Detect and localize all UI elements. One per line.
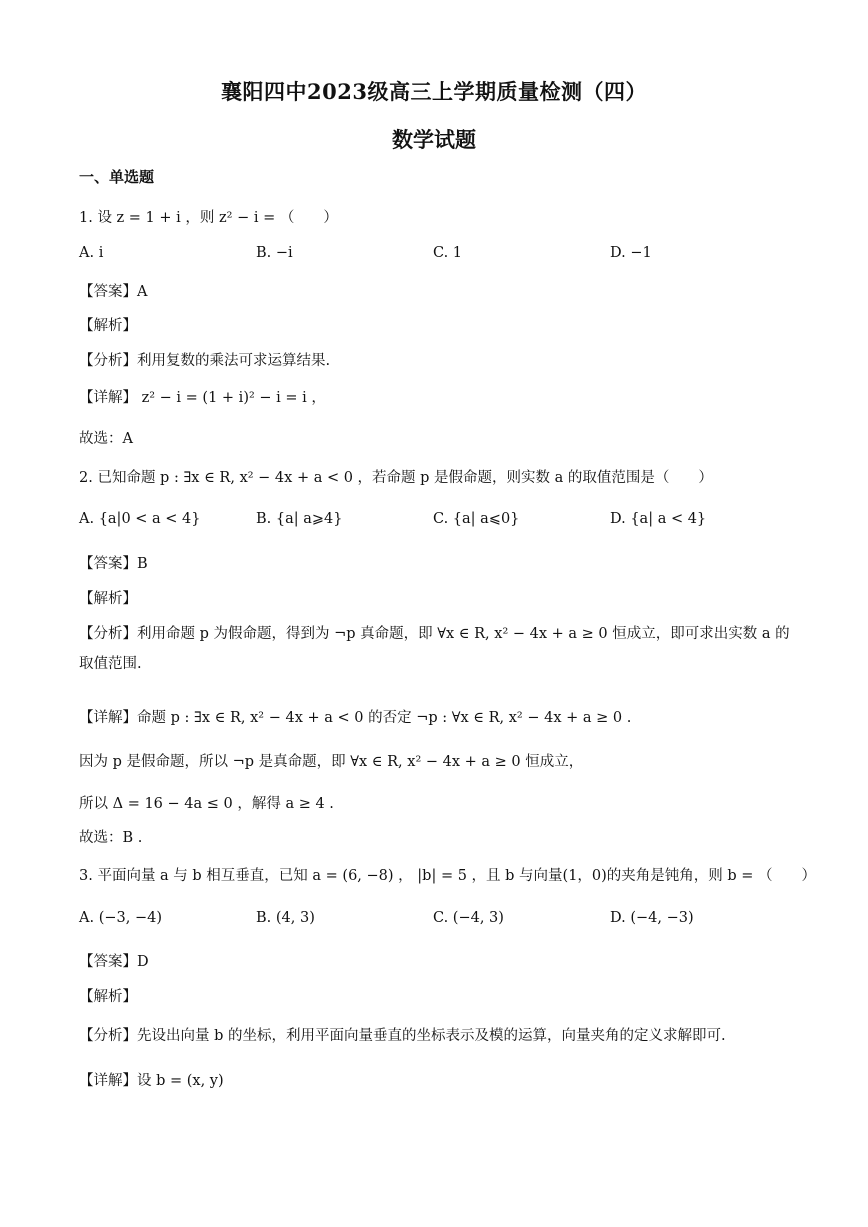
q1-option-b: B. −i (256, 245, 293, 261)
q3-jiexi: 【解析】 (79, 989, 137, 1005)
q2-xiangjie: 【详解】命题 p : ∃x ∈ R, x² − 4x + a < 0 的否定 ¬p : ∀x ∈ R, x² − 4x + a ≥ 0 . (79, 710, 632, 726)
q1-guxuan: 故选：A (79, 431, 133, 447)
q1-option-c: C. 1 (433, 245, 463, 261)
q2-option-a: A. {a|0 < a < 4} (79, 511, 201, 527)
q2-line2: 因为 p 是假命题，所以 ¬p 是真命题，即 ∀x ∈ R, x² − 4x + a ≥ 0 恒成立， (79, 754, 584, 770)
q3-xiangjie: 【详解】设 b = (x, y) (79, 1073, 224, 1089)
q3-option-d: D. (−4, −3) (610, 910, 694, 926)
q1-stem: 1. 设 z = 1 + i ，则 z² − i = （ ） (79, 210, 338, 226)
section-heading: 一、单选题 (79, 168, 155, 186)
q1-option-d: D. −1 (610, 245, 652, 261)
q1-answer: 【答案】A (79, 284, 148, 300)
q3-fenxi: 【分析】先设出向量 b 的坐标，利用平面向量垂直的坐标表示及模的运算，向量夹角的定义求解即可. (79, 1028, 726, 1044)
page-subtitle: 数学试题 (392, 127, 476, 152)
q1-option-a: A. i (79, 245, 104, 261)
q2-option-d: D. {a| a < 4} (610, 511, 707, 527)
q3-option-c: C. (−4, 3) (433, 910, 504, 926)
q1-xiangjie: 【详解】 z² − i = (1 + i)² − i = i ， (79, 390, 326, 406)
q2-option-b: B. {a| a⩾4} (256, 511, 343, 527)
q3-answer: 【答案】D (79, 954, 149, 970)
q2-stem: 2. 已知命题 p : ∃x ∈ R, x² − 4x + a < 0 ，若命题 p 是假命题，则实数 a 的取值范围是（ ） (79, 470, 713, 486)
q1-fenxi: 【分析】利用复数的乘法可求运算结果. (79, 353, 331, 369)
page-title: 襄阳四中2023级高三上学期质量检测（四） (221, 79, 647, 104)
q3-option-a: A. (−3, −4) (79, 910, 162, 926)
q2-line3: 所以 Δ = 16 − 4a ≤ 0 ，解得 a ≥ 4 . (79, 796, 334, 812)
q3-option-b: B. (4, 3) (256, 910, 315, 926)
q1-jiexi: 【解析】 (79, 318, 137, 334)
q2-fenxi: 【分析】利用命题 p 为假命题，得到为 ¬p 真命题，即 ∀x ∈ R, x² − 4x + a ≥ 0 恒成立，即可求出实数 a 的取值范围. (79, 626, 790, 672)
q2-jiexi: 【解析】 (79, 591, 137, 607)
q2-guxuan: 故选：B . (79, 830, 143, 846)
q2-answer: 【答案】B (79, 556, 148, 572)
q2-option-c: C. {a| a⩽0} (433, 511, 520, 527)
q3-stem: 3. 平面向量 a 与 b 相互垂直，已知 a = (6, −8) ， |b| = 5 ，且 b 与向量(1，0)的夹角是钝角，则 b = （ ） (79, 868, 817, 884)
